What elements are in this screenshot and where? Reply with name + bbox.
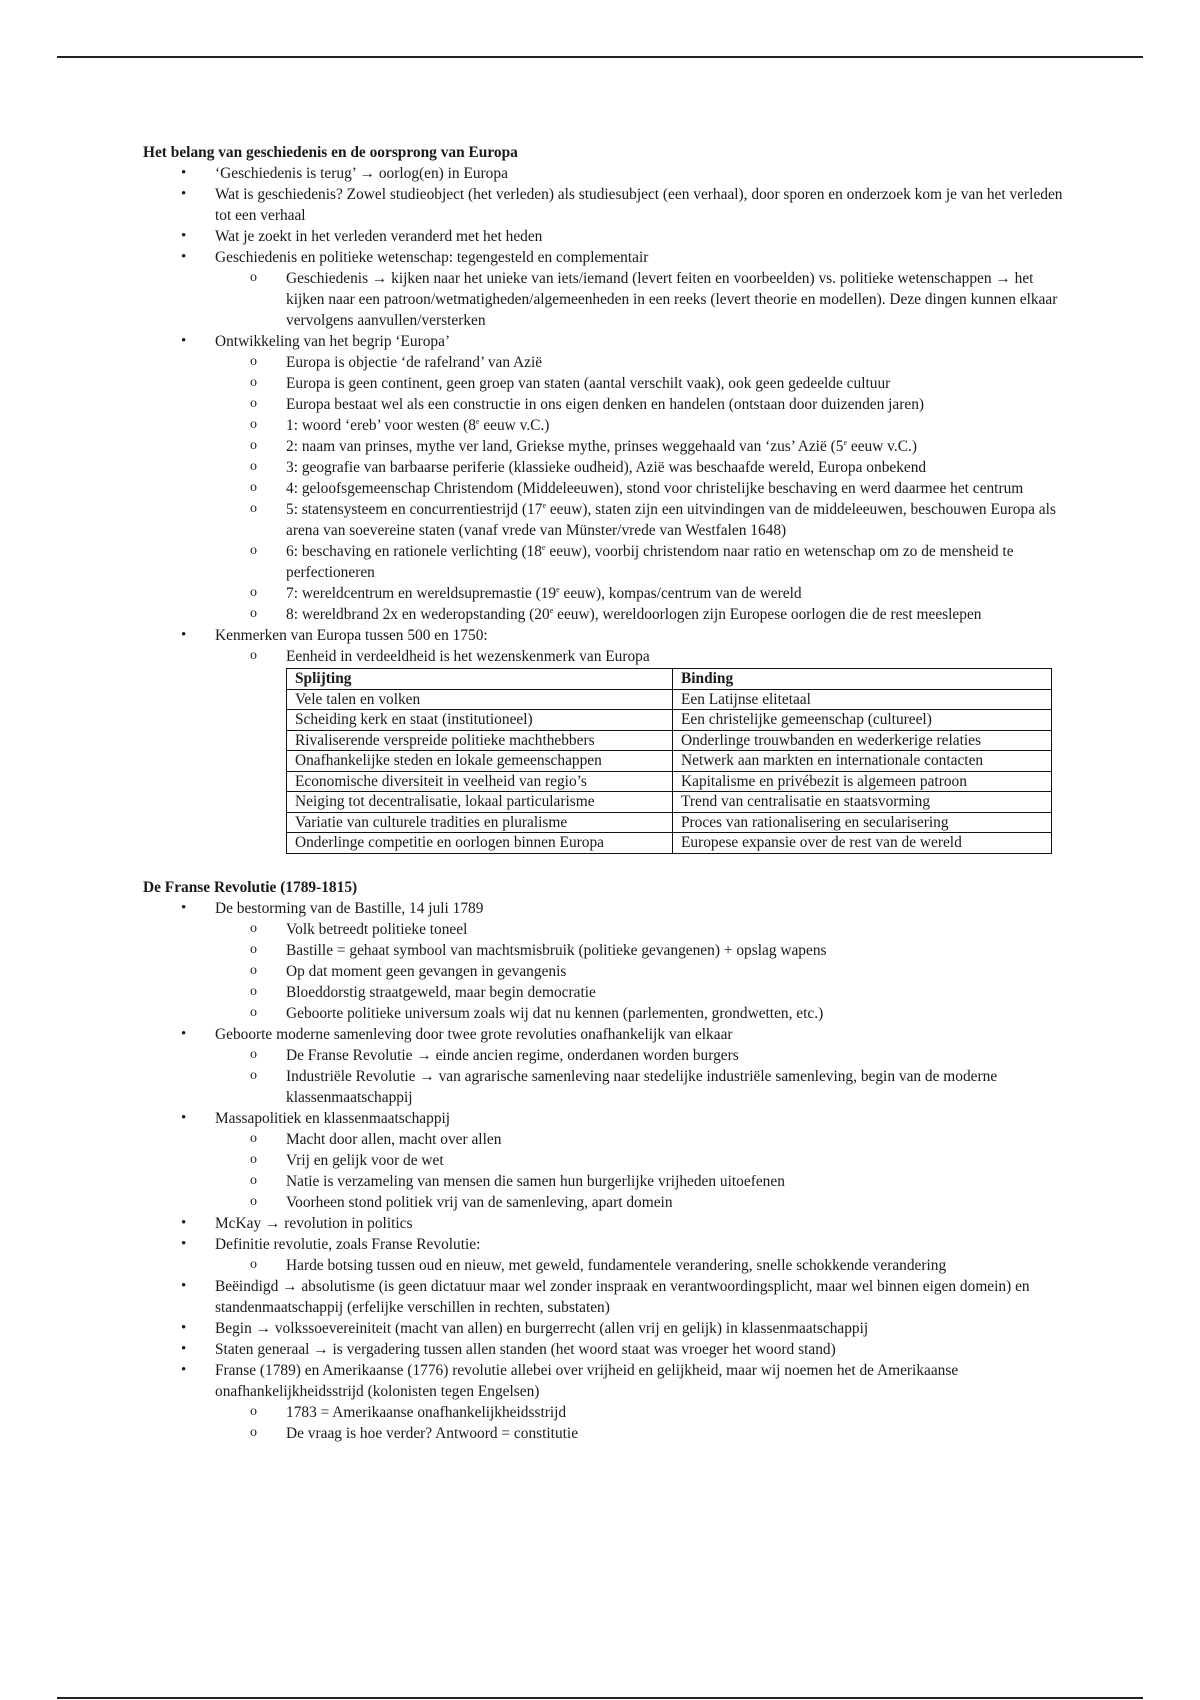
list-item: • Begin → volkssoevereiniteit (macht van allen) en burgerrecht (allen vrij en gelijk) in klassenmaatschappij: [143, 1318, 1073, 1339]
list-item-text: Franse (1789) en Amerikaanse (1776) revolutie allebei over vrijheid en gelijkheid, maar wij noemen het de Amerikaanse onafhankelijkheidsstrijd (kolonisten tegen Engelsen): [215, 1361, 959, 1400]
sub-list-item: [214, 646, 1073, 854]
superscript: e: [549, 605, 554, 615]
sub-list-item: o Natie is verzameling van mensen die samen hun burgerlijke vrijheden uitoefenen: [214, 1171, 1073, 1192]
table-cell: Een Latijnse elitetaal: [673, 689, 1052, 710]
text-part: eeuw), wereldoorlogen zijn Europese oorlogen die de rest meeslepen: [553, 606, 982, 623]
section-title: Het belang van geschiedenis en de oorsprong van Europa: [143, 144, 518, 161]
sub-list: [215, 1129, 1073, 1213]
table-cell: Economische diversiteit in veelheid van regio’s: [287, 771, 673, 792]
sub-list-item: [214, 604, 1073, 625]
table-cell: Scheiding kerk en staat (institutioneel): [287, 710, 673, 731]
sub-list: [215, 268, 1073, 331]
list-item: • McKay → revolution in politics: [143, 1213, 1073, 1234]
text-part: 1: woord ‘ereb’ voor westen (8: [286, 417, 476, 434]
table-row: [287, 792, 1052, 813]
table-header: Binding: [673, 669, 1052, 690]
text-part: eeuw), staten zijn een uitvindingen van de middeleeuwen, beschouwen Europa als arena van soevereine staten (vanaf vrede van Münster/vrede van Westfalen 1648): [286, 501, 1056, 539]
spacer: [143, 856, 1073, 877]
sub-list-item: [214, 415, 1073, 436]
sub-list-item: o Voorheen stond politiek vrij van de samenleving, apart domein: [214, 1192, 1073, 1213]
table-cell: Variatie van culturele tradities en pluralisme: [287, 812, 673, 833]
sub-list-item: o 3: geografie van barbaarse periferie (klassieke oudheid), Azië was beschaafde wereld, Europa onbekend: [214, 457, 1073, 478]
sub-list-item: [214, 499, 1073, 541]
text-part: 2: naam van prinses, mythe ver land, Griekse mythe, prinses weggehaald van ‘zus’ Azië (5: [286, 438, 844, 455]
text-part: 7: wereldcentrum en wereldsupremastie (19: [286, 585, 557, 602]
list-item-text: Ontwikkeling van het begrip ‘Europa’: [215, 333, 451, 350]
bullet-list: [143, 163, 1073, 854]
table-row: [287, 730, 1052, 751]
sub-list-item: o Bastille = gehaat symbool van machtsmisbruik (politieke gevangenen) + opslag wapens: [214, 940, 1073, 961]
text-part: eeuw), kompas/centrum van de wereld: [559, 585, 802, 602]
superscript: e: [542, 500, 546, 510]
table-row: [287, 771, 1052, 792]
superscript: e: [556, 584, 560, 594]
text-part: eeuw), voorbij christendom naar ratio en wetenschap om zo de mensheid te perfectioneren: [286, 543, 1014, 581]
table-cell: Europese expansie over de rest van de wereld: [673, 833, 1052, 854]
sub-list-item: o De vraag is hoe verder? Antwoord = constitutie: [214, 1423, 1073, 1444]
section-title: De Franse Revolutie (1789-1815): [143, 878, 358, 896]
sub-list: [215, 646, 1073, 854]
list-item-text: Geschiedenis en politieke wetenschap: tegengesteld en complementair: [215, 249, 649, 266]
superscript: e: [475, 416, 480, 426]
list-item-text: De bestorming van de Bastille, 14 juli 1789: [215, 899, 484, 917]
list-item-text: Geboorte moderne samenleving door twee grote revoluties onafhankelijk van elkaar: [215, 1025, 733, 1043]
sub-list: [215, 1045, 1073, 1108]
table-cell: Kapitalisme en privébezit is algemeen patroon: [673, 771, 1052, 792]
sub-list-item: o Vrij en gelijk voor de wet: [214, 1150, 1073, 1171]
header-rule: [57, 56, 1143, 58]
table-cell: Onafhankelijke steden en lokale gemeenschappen: [287, 751, 673, 772]
table-row: [287, 710, 1052, 731]
sub-list: [215, 919, 1073, 1024]
list-item: • Wat je zoekt in het verleden veranderd met het heden: [143, 226, 1073, 247]
sub-list-item: o Europa is geen continent, geen groep van staten (aantal verschilt vaak), ook geen gedeelde cultuur: [214, 373, 1073, 394]
sub-list-item: o Europa is objectie ‘de rafelrand’ van Azië: [214, 352, 1073, 373]
list-item: [143, 1024, 1073, 1108]
sub-list-item: o Harde botsing tussen oud en nieuw, met geweld, fundamentele verandering, snelle schokkende verandering: [214, 1255, 1073, 1276]
list-item-text: Definitie revolutie, zoals Franse Revolutie:: [215, 1235, 481, 1253]
sub-list-item: [214, 541, 1073, 583]
table-cell: Proces van rationalisering en secularisering: [673, 812, 1052, 833]
list-item-text: Eenheid in verdeeldheid is het wezenskenmerk van Europa: [286, 648, 650, 665]
list-item: [143, 625, 1073, 854]
list-item: [143, 247, 1073, 331]
table-cell: Onderlinge competitie en oorlogen binnen Europa: [287, 833, 673, 854]
table-cell: Trend van centralisatie en staatsvorming: [673, 792, 1052, 813]
table-cell: Onderlinge trouwbanden en wederkerige relaties: [673, 730, 1052, 751]
list-item: [143, 1360, 1073, 1444]
text-part: 5: statensysteem en concurrentiestrijd (17: [286, 501, 543, 518]
sub-list-item: o Europa bestaat wel als een constructie in ons eigen denken en handelen (ontstaan door duizenden jaren): [214, 394, 1073, 415]
list-item-text: Kenmerken van Europa tussen 500 en 1750:: [215, 627, 488, 644]
sub-list: [215, 352, 1073, 625]
table-row: [287, 689, 1052, 710]
superscript: e: [542, 542, 546, 552]
list-item: [143, 1234, 1073, 1276]
list-item: • Staten generaal → is vergadering tussen allen standen (het woord staat was vroeger het woord stand): [143, 1339, 1073, 1360]
sub-list-item: o Op dat moment geen gevangen in gevangenis: [214, 961, 1073, 982]
list-item: [143, 1108, 1073, 1213]
table-cell: Netwerk aan markten en internationale contacten: [673, 751, 1052, 772]
superscript: e: [843, 437, 848, 447]
table-header: Splijting: [287, 669, 673, 690]
sub-list-item: o 1783 = Amerikaanse onafhankelijkheidsstrijd: [214, 1402, 1073, 1423]
table-header-row: [287, 669, 1052, 690]
sub-list-item: o De Franse Revolutie → einde ancien regime, onderdanen worden burgers: [214, 1045, 1073, 1066]
list-item-text: Massapolitiek en klassenmaatschappij: [215, 1109, 451, 1127]
text-part: 8: wereldbrand 2x en wederopstanding (20: [286, 606, 550, 623]
sub-list: [215, 1255, 1073, 1276]
table-cell: Rivaliserende verspreide politieke machthebbers: [287, 730, 673, 751]
list-item: • ‘Geschiedenis is terug’ → oorlog(en) in Europa: [143, 163, 1073, 184]
bullet-list: [143, 898, 1073, 1444]
table-cell: Vele talen en volken: [287, 689, 673, 710]
list-item: • Beëindigd → absolutisme (is geen dictatuur maar wel zonder inspraak en verantwoordingsplicht, maar wel binnen eigen domein) en standenmaatschappij (erfelijke verschillen in rechten, substaten): [143, 1276, 1073, 1318]
sub-list-item: o Geschiedenis → kijken naar het unieke van iets/iemand (levert feiten en voorbeelden) vs. politieke wetenschappen → het kijken naar een patroon/wetmatigheden/algemeenheden in een reeks (levert theorie en modellen). Deze dingen kunnen elkaar vervolgens aanvullen/versterken: [214, 268, 1073, 331]
sub-list-item: [214, 436, 1073, 457]
sub-list-item: o Industriële Revolutie → van agrarische samenleving naar stedelijke industriële samenleving, begin van de moderne klassenmaatschappij: [214, 1066, 1073, 1108]
table-row: [287, 751, 1052, 772]
list-item: [143, 331, 1073, 625]
list-item: • Wat is geschiedenis? Zowel studieobject (het verleden) als studiesubject (een verhaal), door sporen en onderzoek kom je van het verleden tot een verhaal: [143, 184, 1073, 226]
document-body: [143, 142, 1073, 1444]
sub-list: [215, 1402, 1073, 1444]
text-part: eeuw v.C.): [479, 417, 550, 434]
text-part: 6: beschaving en rationele verlichting (18: [286, 543, 542, 560]
table-cell: Neiging tot decentralisatie, lokaal particularisme: [287, 792, 673, 813]
sub-list-item: o Bloeddorstig straatgeweld, maar begin democratie: [214, 982, 1073, 1003]
sub-list-item: o Volk betreedt politieke toneel: [214, 919, 1073, 940]
sub-list-item: [214, 583, 1073, 604]
text-part: eeuw v.C.): [847, 438, 917, 455]
sub-list-item: o Macht door allen, macht over allen: [214, 1129, 1073, 1150]
table-row: [287, 833, 1052, 854]
sub-list-item: o 4: geloofsgemeenschap Christendom (Middeleeuwen), stond voor christelijke beschaving en werd daarmee het centrum: [214, 478, 1073, 499]
list-item: [143, 898, 1073, 1024]
footer-rule: [57, 1697, 1143, 1699]
splijting-binding-table: [286, 668, 1052, 854]
table-row: [287, 812, 1052, 833]
table-cell: Een christelijke gemeenschap (cultureel): [673, 710, 1052, 731]
sub-list-item: o Geboorte politieke universum zoals wij dat nu kennen (parlementen, grondwetten, etc.): [214, 1003, 1073, 1024]
